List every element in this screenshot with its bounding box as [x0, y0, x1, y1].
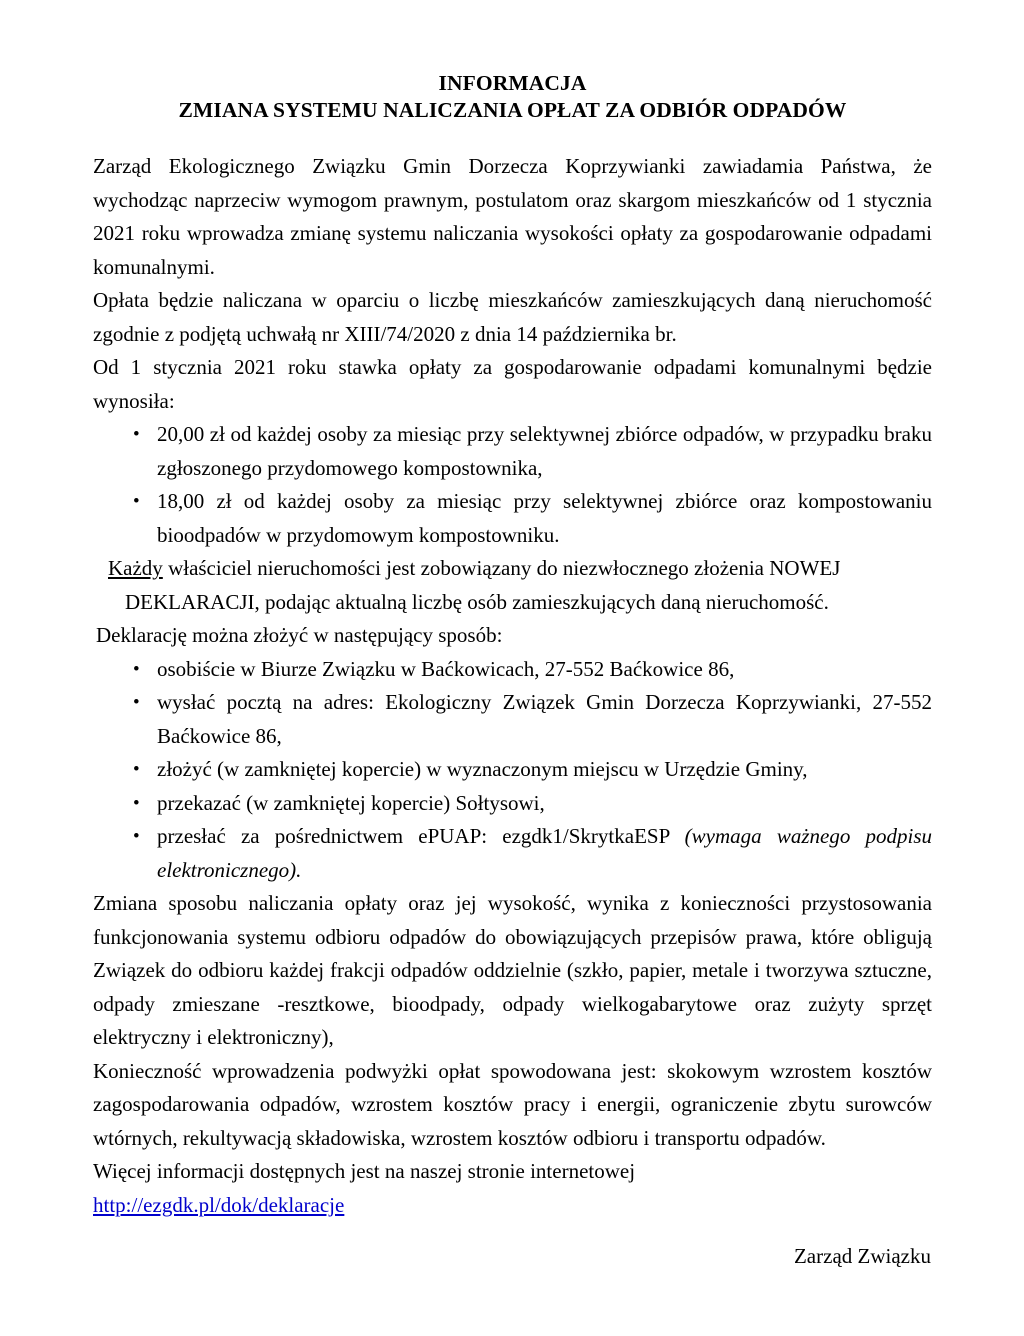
- title-line-2: ZMIANA SYSTEMU NALICZANIA OPŁAT ZA ODBIÓR ODPADÓW: [178, 98, 847, 122]
- method-item-text: wysłać pocztą na adres: Ekologiczny Związek Gmin Dorzecza Koprzywianki, 27-552 Baćkowice 86,: [157, 690, 932, 748]
- list-item: [93, 820, 932, 887]
- paragraph-costs: Konieczność wprowadzenia podwyżki opłat spowodowana jest: skokowym wzrostem kosztów zagospodarowania odpadów, wzrostem kosztów pracy i energii, ograniczenie zbytu surowców wtórnych, rekultywacją składowiska, wzrostem kosztów odbioru i transportu odpadów.: [93, 1058, 932, 1150]
- bullet-icon: •: [133, 692, 140, 713]
- method-item-note: (wymaga ważnego podpisu elektronicznego).: [157, 824, 932, 882]
- bullet-icon: •: [133, 424, 140, 445]
- method-item-text: osobiście w Biurze Związku w Baćkowicach, 27-552 Baćkowice 86,: [157, 656, 735, 681]
- list-item: [93, 418, 932, 485]
- paragraph-rates-intro: Od 1 stycznia 2021 roku stawka opłaty za gospodarowanie odpadami komunalnymi będzie wynosiła:: [93, 355, 932, 413]
- method-item-text: złożyć (w zamkniętej kopercie) w wyznaczonym miejscu w Urzędzie Gminy,: [157, 757, 808, 781]
- emphasis-kazdy: Każdy: [108, 556, 163, 580]
- list-item: [93, 753, 932, 787]
- bullet-icon: •: [133, 792, 140, 814]
- methods-list: [93, 653, 932, 888]
- bullet-icon: •: [133, 759, 140, 780]
- list-item: [93, 653, 932, 687]
- title-line-1: INFORMACJA: [438, 71, 587, 95]
- bullet-icon: •: [133, 658, 140, 680]
- paragraph-declaration-notice: [93, 552, 932, 619]
- declaration-notice-rest: właściciel nieruchomości jest zobowiązany do niezwłocznego złożenia NOWEJ DEKLARACJI, podając aktualną liczbę osób zamieszkujących daną nieruchomość.: [125, 556, 841, 614]
- list-item: [93, 787, 932, 821]
- rate-item-text: 18,00 zł od każdej osoby za miesiąc przy selektywnej zbiórce oraz kompostowaniu bioodpadów w przydomowym kompostowniku.: [157, 489, 932, 547]
- bullet-icon: •: [133, 491, 140, 512]
- paragraph-calculation-basis: Opłata będzie naliczana w oparciu o liczbę mieszkańców zamieszkujących daną nieruchomość zgodnie z podjętą uchwałą nr XIII/74/2020 z dnia 14 października br.: [93, 288, 932, 346]
- method-item-text: przesłać za pośrednictwem ePUAP: ezgdk1/SkrytkaESP: [157, 824, 685, 848]
- paragraph-intro: Zarząd Ekologicznego Związku Gmin Dorzecza Koprzywianki zawiadamia Państwa, że wychodząc naprzeciw wymogom prawnym, postulatom oraz skargom mieszkańców od 1 stycznia 2021 roku wprowadza zmianę systemu naliczania wysokości opłaty za gospodarowanie odpadami komunalnymi.: [93, 154, 932, 279]
- rate-item-text: 20,00 zł od każdej osoby za miesiąc przy selektywnej zbiórce odpadów, w przypadku braku zgłoszonego przydomowego kompostownika,: [157, 422, 932, 480]
- list-item: [93, 686, 932, 753]
- signature: Zarząd Związku: [793, 1244, 931, 1268]
- document-title: [93, 70, 932, 124]
- paragraph-more-info: Więcej informacji dostępnych jest na naszej stronie internetowej: [93, 1159, 636, 1183]
- bullet-icon: •: [133, 826, 140, 847]
- paragraph-reason: Zmiana sposobu naliczania opłaty oraz jej wysokość, wynika z konieczności przystosowania funkcjonowania systemu odbioru odpadów do obowiązujących przepisów prawa, które obligują Związek do odbioru każdej frakcji odpadów oddzielnie (szkło, papier, metale i tworzywa sztuczne, odpady zmieszane -resztkowe, bioodpady, odpady wielkogabarytowe oraz zużyty sprzęt elektryczny i elektroniczny),: [93, 891, 932, 1049]
- rates-list: [93, 418, 932, 552]
- paragraph-methods-intro: Deklarację można złożyć w następujący sposób:: [96, 623, 503, 647]
- method-item-text: przekazać (w zamkniętej kopercie) Sołtysowi,: [157, 790, 545, 815]
- list-item: [93, 485, 932, 552]
- website-link[interactable]: http://ezgdk.pl/dok/deklaracje: [93, 1192, 345, 1217]
